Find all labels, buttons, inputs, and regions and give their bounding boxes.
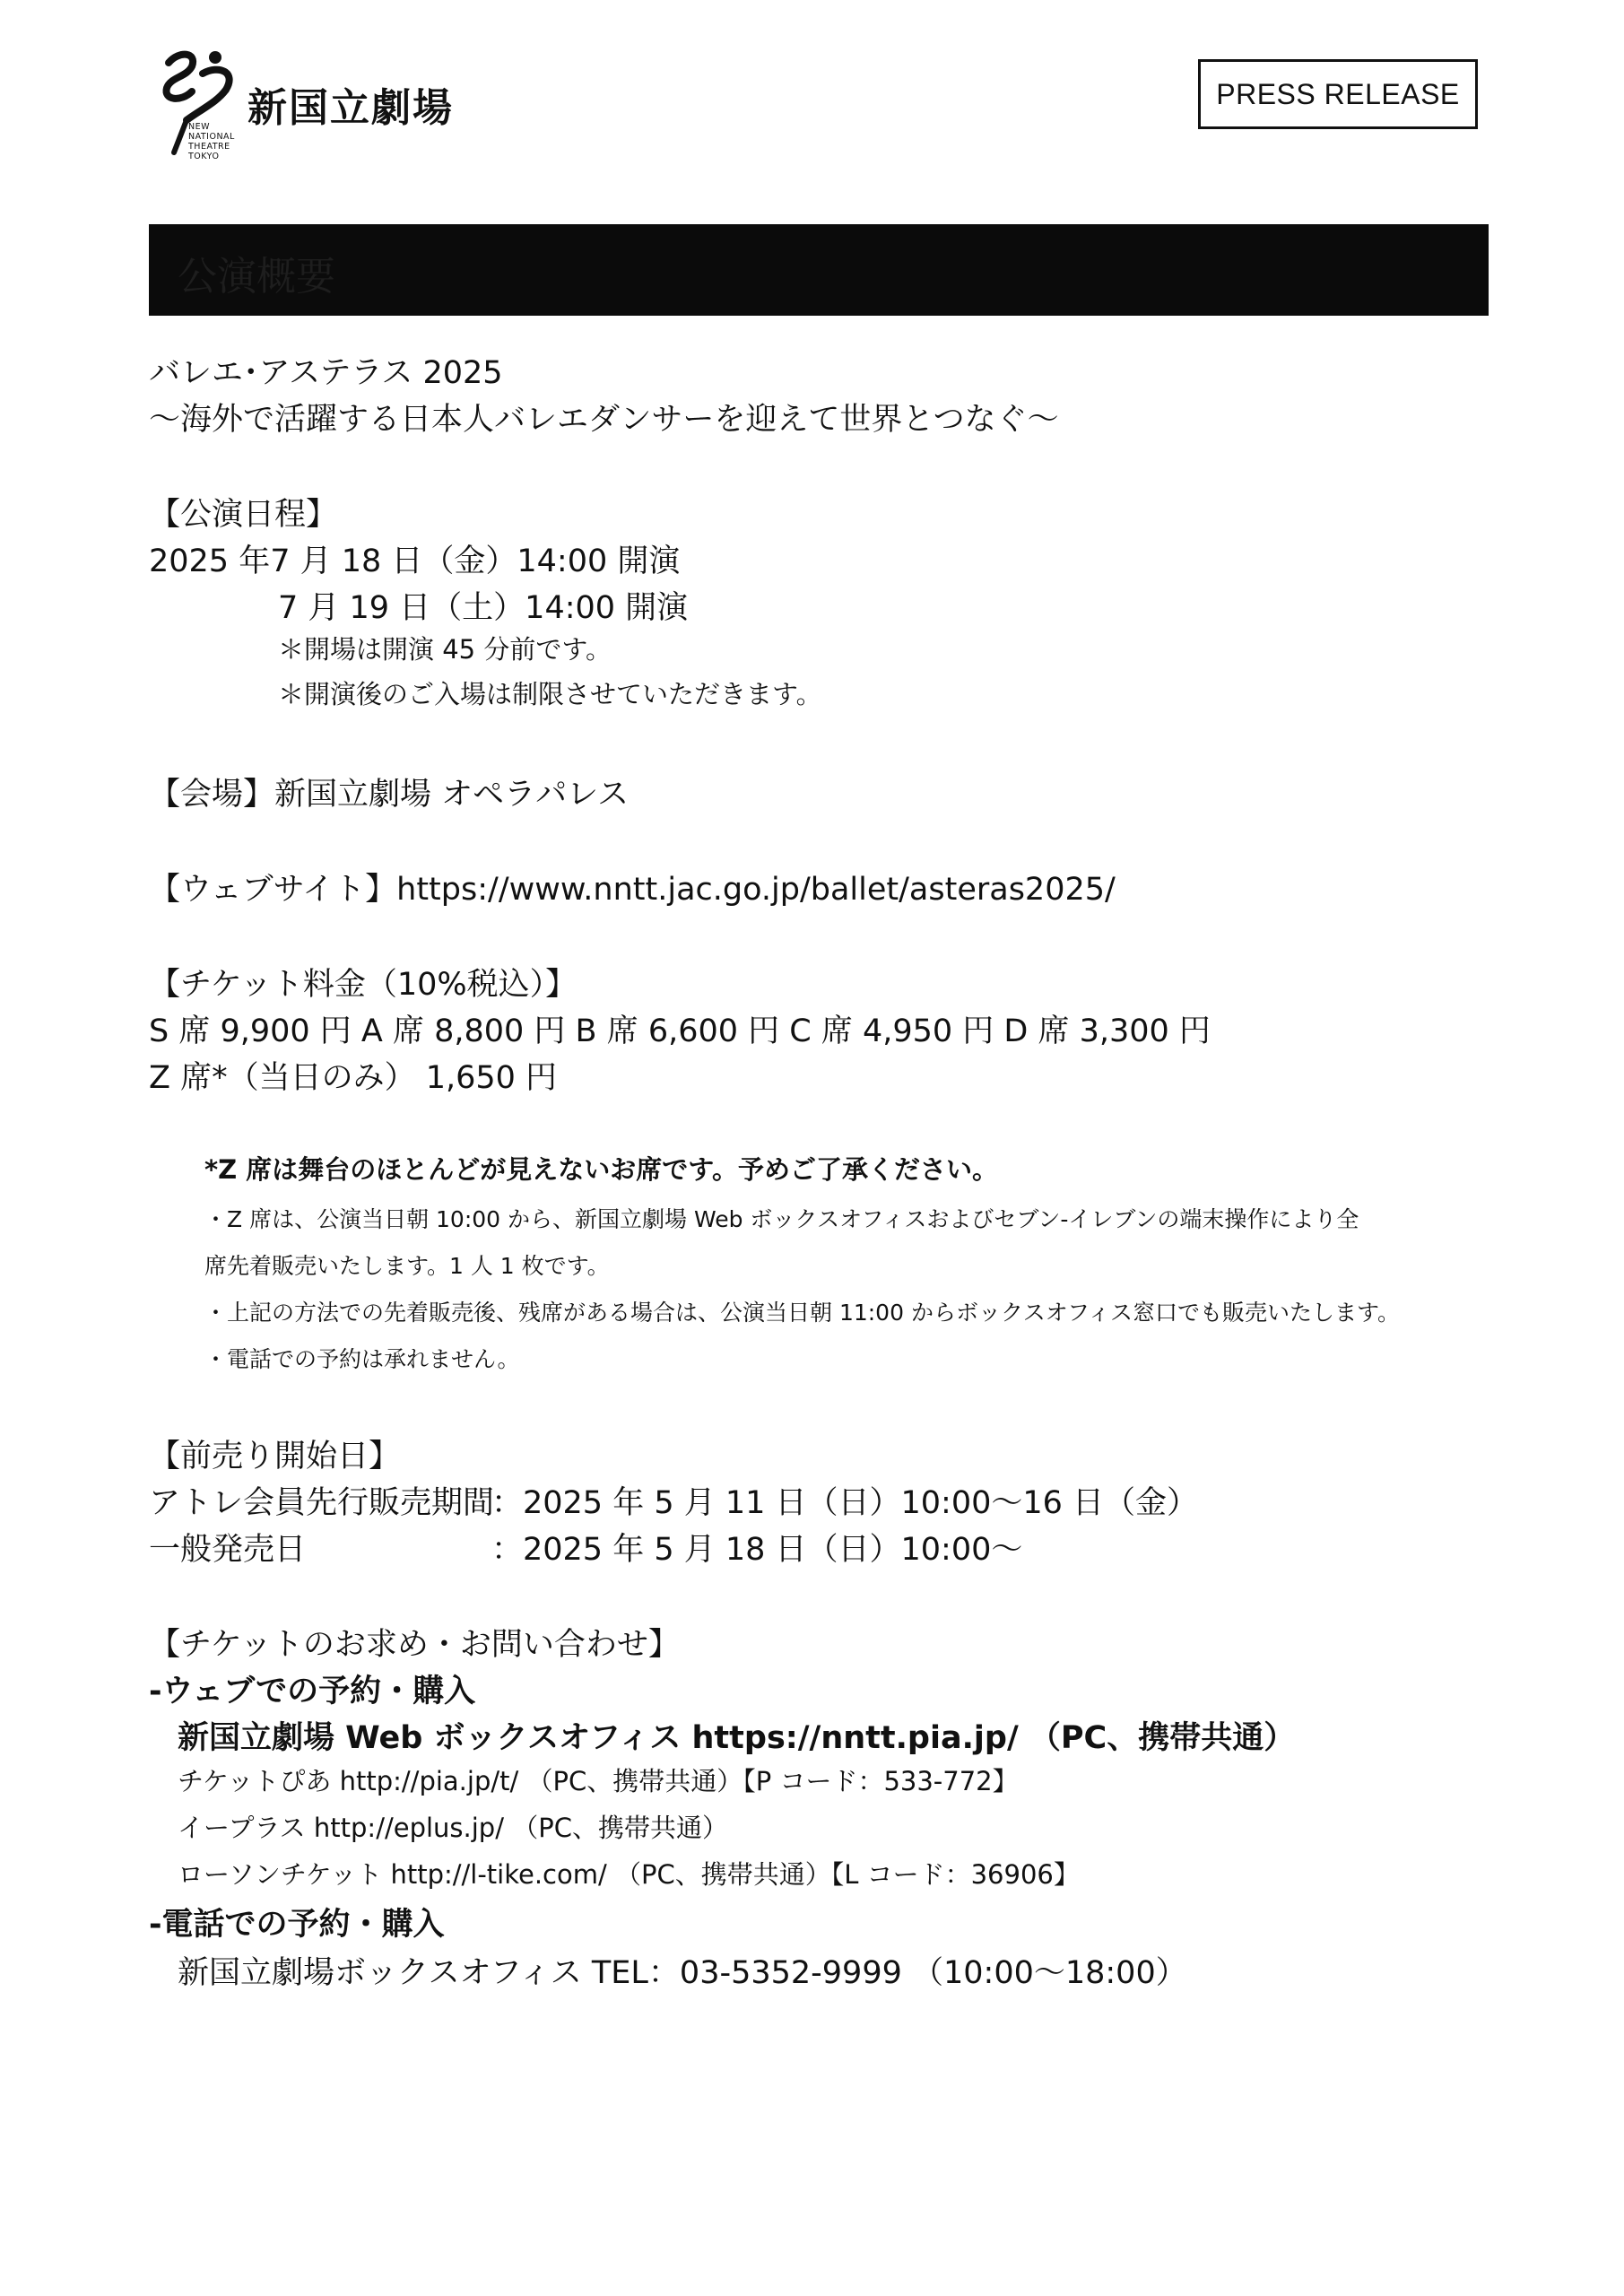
schedule-date-2: 7 月 19 日（土）14:00 開演: [278, 590, 689, 626]
logo-sub-line: TOKYO: [188, 152, 220, 161]
section-title: 公演概要: [178, 254, 335, 300]
logo-sub-line: THEATRE: [188, 142, 230, 152]
z-seat-note: ・電話での予約は承れません。: [204, 1346, 520, 1372]
logo-sub-line: NEW: [188, 122, 211, 132]
section-banner: [149, 224, 1489, 316]
lawson-ticket-link[interactable]: ローソンチケット http://l-tike.com/ （PC、携帯共通）【L コード：36906】: [178, 1859, 1080, 1890]
schedule-heading: 【公演日程】: [149, 497, 338, 533]
z-seat-note: ・Z 席は、公演当日朝 10:00 から、新国立劇場 Web ボックスオフィスおよびセブン-イレブンの端末操作により全: [204, 1206, 1359, 1232]
press-release-badge: PRESS RELEASE: [1198, 59, 1478, 129]
performance-subtitle: ～海外で活躍する日本人バレエダンサーを迎えて世界とつなぐ～: [149, 402, 1059, 438]
performance-title: バレエ･アステラス 2025: [149, 355, 503, 391]
logo-name: 新国立劇場: [248, 85, 454, 131]
schedule-note-1: ＊開場は開演 45 分前です。: [278, 634, 612, 665]
z-seat-warning: *Z 席は舞台のほとんどが見えないお席です。予めご了承ください。: [204, 1154, 998, 1185]
contact-heading: 【チケットのお求め・お問い合わせ】: [149, 1627, 680, 1663]
presale-heading: 【前売り開始日】: [149, 1439, 401, 1474]
web-purchase-heading: -ウェブでの予約・購入: [149, 1674, 476, 1709]
eplus-link[interactable]: イープラス http://eplus.jp/ （PC、携帯共通）: [178, 1813, 728, 1843]
ticket-prices: S 席 9,900 円 A 席 8,800 円 B 席 6,600 円 C 席 4,950 円 D 席 3,300 円: [149, 1013, 1211, 1049]
website-line: [149, 865, 1116, 909]
phone-purchase-heading: -電話での予約・購入: [149, 1907, 445, 1943]
venue-text: 【会場】新国立劇場 オペラパレス: [149, 777, 630, 813]
presale-general-label: 一般発売日: [149, 1532, 307, 1568]
presale-member-date: ：2025 年 5 月 11 日（日）10:00～16 日（金）: [491, 1485, 1199, 1521]
schedule-note-2: ＊開演後のご入場は制限させていただきます。: [278, 679, 822, 709]
web-box-office-link[interactable]: 新国立劇場 Web ボックスオフィス https://nntt.pia.jp/ （PC、携帯共通）: [178, 1720, 1296, 1756]
theatre-logo: [151, 47, 473, 163]
presale-general-date: ：2025 年 5 月 18 日（日）10:00～: [491, 1532, 1023, 1568]
z-seat-note: ・上記の方法での先着販売後、残席がある場合は、公演当日朝 11:00 からボックスオフィス窓口でも販売いたします。: [204, 1300, 1400, 1326]
z-seat-note: 席先着販売いたします。1 人 1 枚です。: [204, 1253, 610, 1279]
presale-member-label: アトレ会員先行販売期間: [149, 1485, 495, 1521]
ticket-pia-link[interactable]: チケットぴあ http://pia.jp/t/ （PC、携帯共通）【P コード：533-772】: [178, 1766, 1019, 1796]
ticket-heading: 【チケット料金（10%税込）】: [149, 967, 578, 1003]
schedule-date-1: 2025 年7 月 18 日（金）14:00 開演: [149, 544, 681, 579]
box-office-phone: 新国立劇場ボックスオフィス TEL：03-5352-9999 （10:00～18:00）: [178, 1955, 1187, 1991]
ticket-z-price: Z 席*（当日のみ） 1,650 円: [149, 1060, 558, 1096]
website-label: 【ウェブサイト】: [149, 872, 397, 908]
logo-sub-line: NATIONAL: [188, 132, 235, 142]
website-link[interactable]: https://www.nntt.jac.go.jp/ballet/asteras2025/: [396, 872, 1116, 908]
